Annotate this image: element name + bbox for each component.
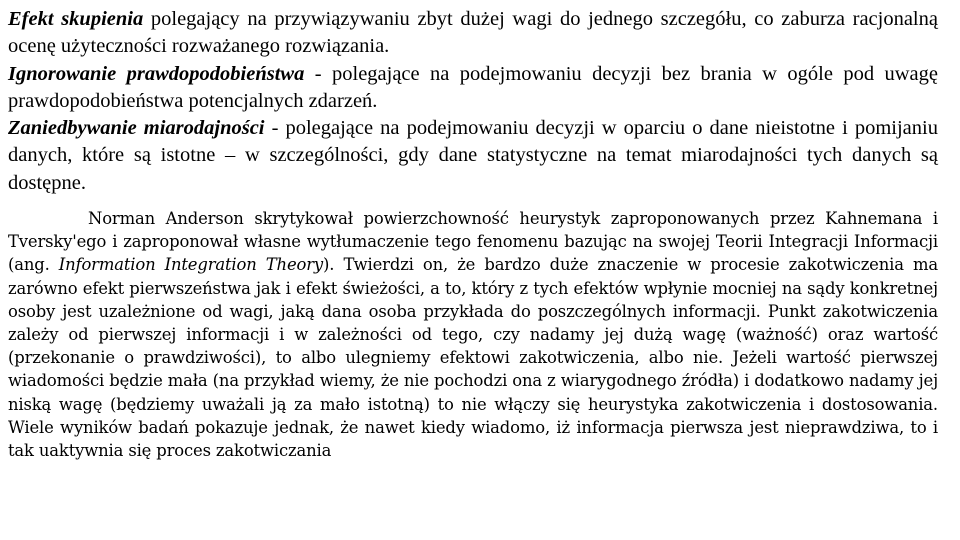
definition-term: Ignorowanie prawdopodobieństwa <box>8 62 305 85</box>
definition-text: - polegające na podejmowaniu decyzji w oparciu o dane nieistotne i pomijaniu danych, które są istotne – w szczególności, gdy dane statystyczne na temat miarodajności tych danych są dostępne. <box>8 117 938 194</box>
paragraph-text-end: ). Twierdzi on, że bardzo duże znaczenie w procesie zakotwiczenia ma zarówno efekt pierwszeństwa jak i efekt świeżości, a to, który z tych efektów wpłynie mocniej na sądy konkretnej osoby jest uzależnione od wagi, jaką dana osoba przykłada do poszczególnych informacji. Punkt zakotwiczenia zależy od pierwszej informacji i w zależności od tego, czy nadamy jej dużą wagę (ważność) oraz wartość (przekonanie o prawdziwości), to albo ulegniemy efektowi zakotwiczenia, albo nie. Jeżeli wartość pierwszej wiadomości będzie mała (na przykład wiemy, że nie pochodzi ona z wiarygodnego źródła) i dodatkowo nadamy jej niską wagę (będziemy uważali ją za mało istotną) to nie włączy się heurystyka zakotwiczenia i dostosowania. Wiele wyników badań pokazuje jednak, że nawet kiedy wiadomo, iż informacja pierwsza jest nieprawdziwa, to i tak uaktywnia się proces zakotwiczania <box>8 255 938 461</box>
definition-item <box>8 6 938 61</box>
definition-term: Zaniedbywanie miarodajności <box>8 117 265 140</box>
paragraph-text-start: Norman Anderson skrytykował powierzchowność heurystyk zaproponowanych przez Kahnemana i Tversky'ego i zaproponował własne wytłumaczenie tego fenomenu bazując na swojej Teorii Integracji Informacji (ang. <box>8 209 938 275</box>
paragraph-italic-term: Information Integration Theory <box>58 255 324 275</box>
definition-text: polegający na przywiązywaniu zbyt dużej wagi do jednego szczegółu, co zaburza racjonalną ocenę użyteczności rozważanego rozwiązania. <box>8 8 938 58</box>
body-paragraph <box>8 207 938 462</box>
definition-item <box>8 61 938 116</box>
definition-item <box>8 115 938 197</box>
definitions-block <box>8 6 938 197</box>
definition-text: - polegające na podejmowaniu decyzji bez brania w ogóle pod uwagę prawdopodobieństwa potencjalnych zdarzeń. <box>8 62 939 112</box>
body-paragraph-block <box>8 207 938 462</box>
definition-term: Efekt skupienia <box>8 8 144 30</box>
